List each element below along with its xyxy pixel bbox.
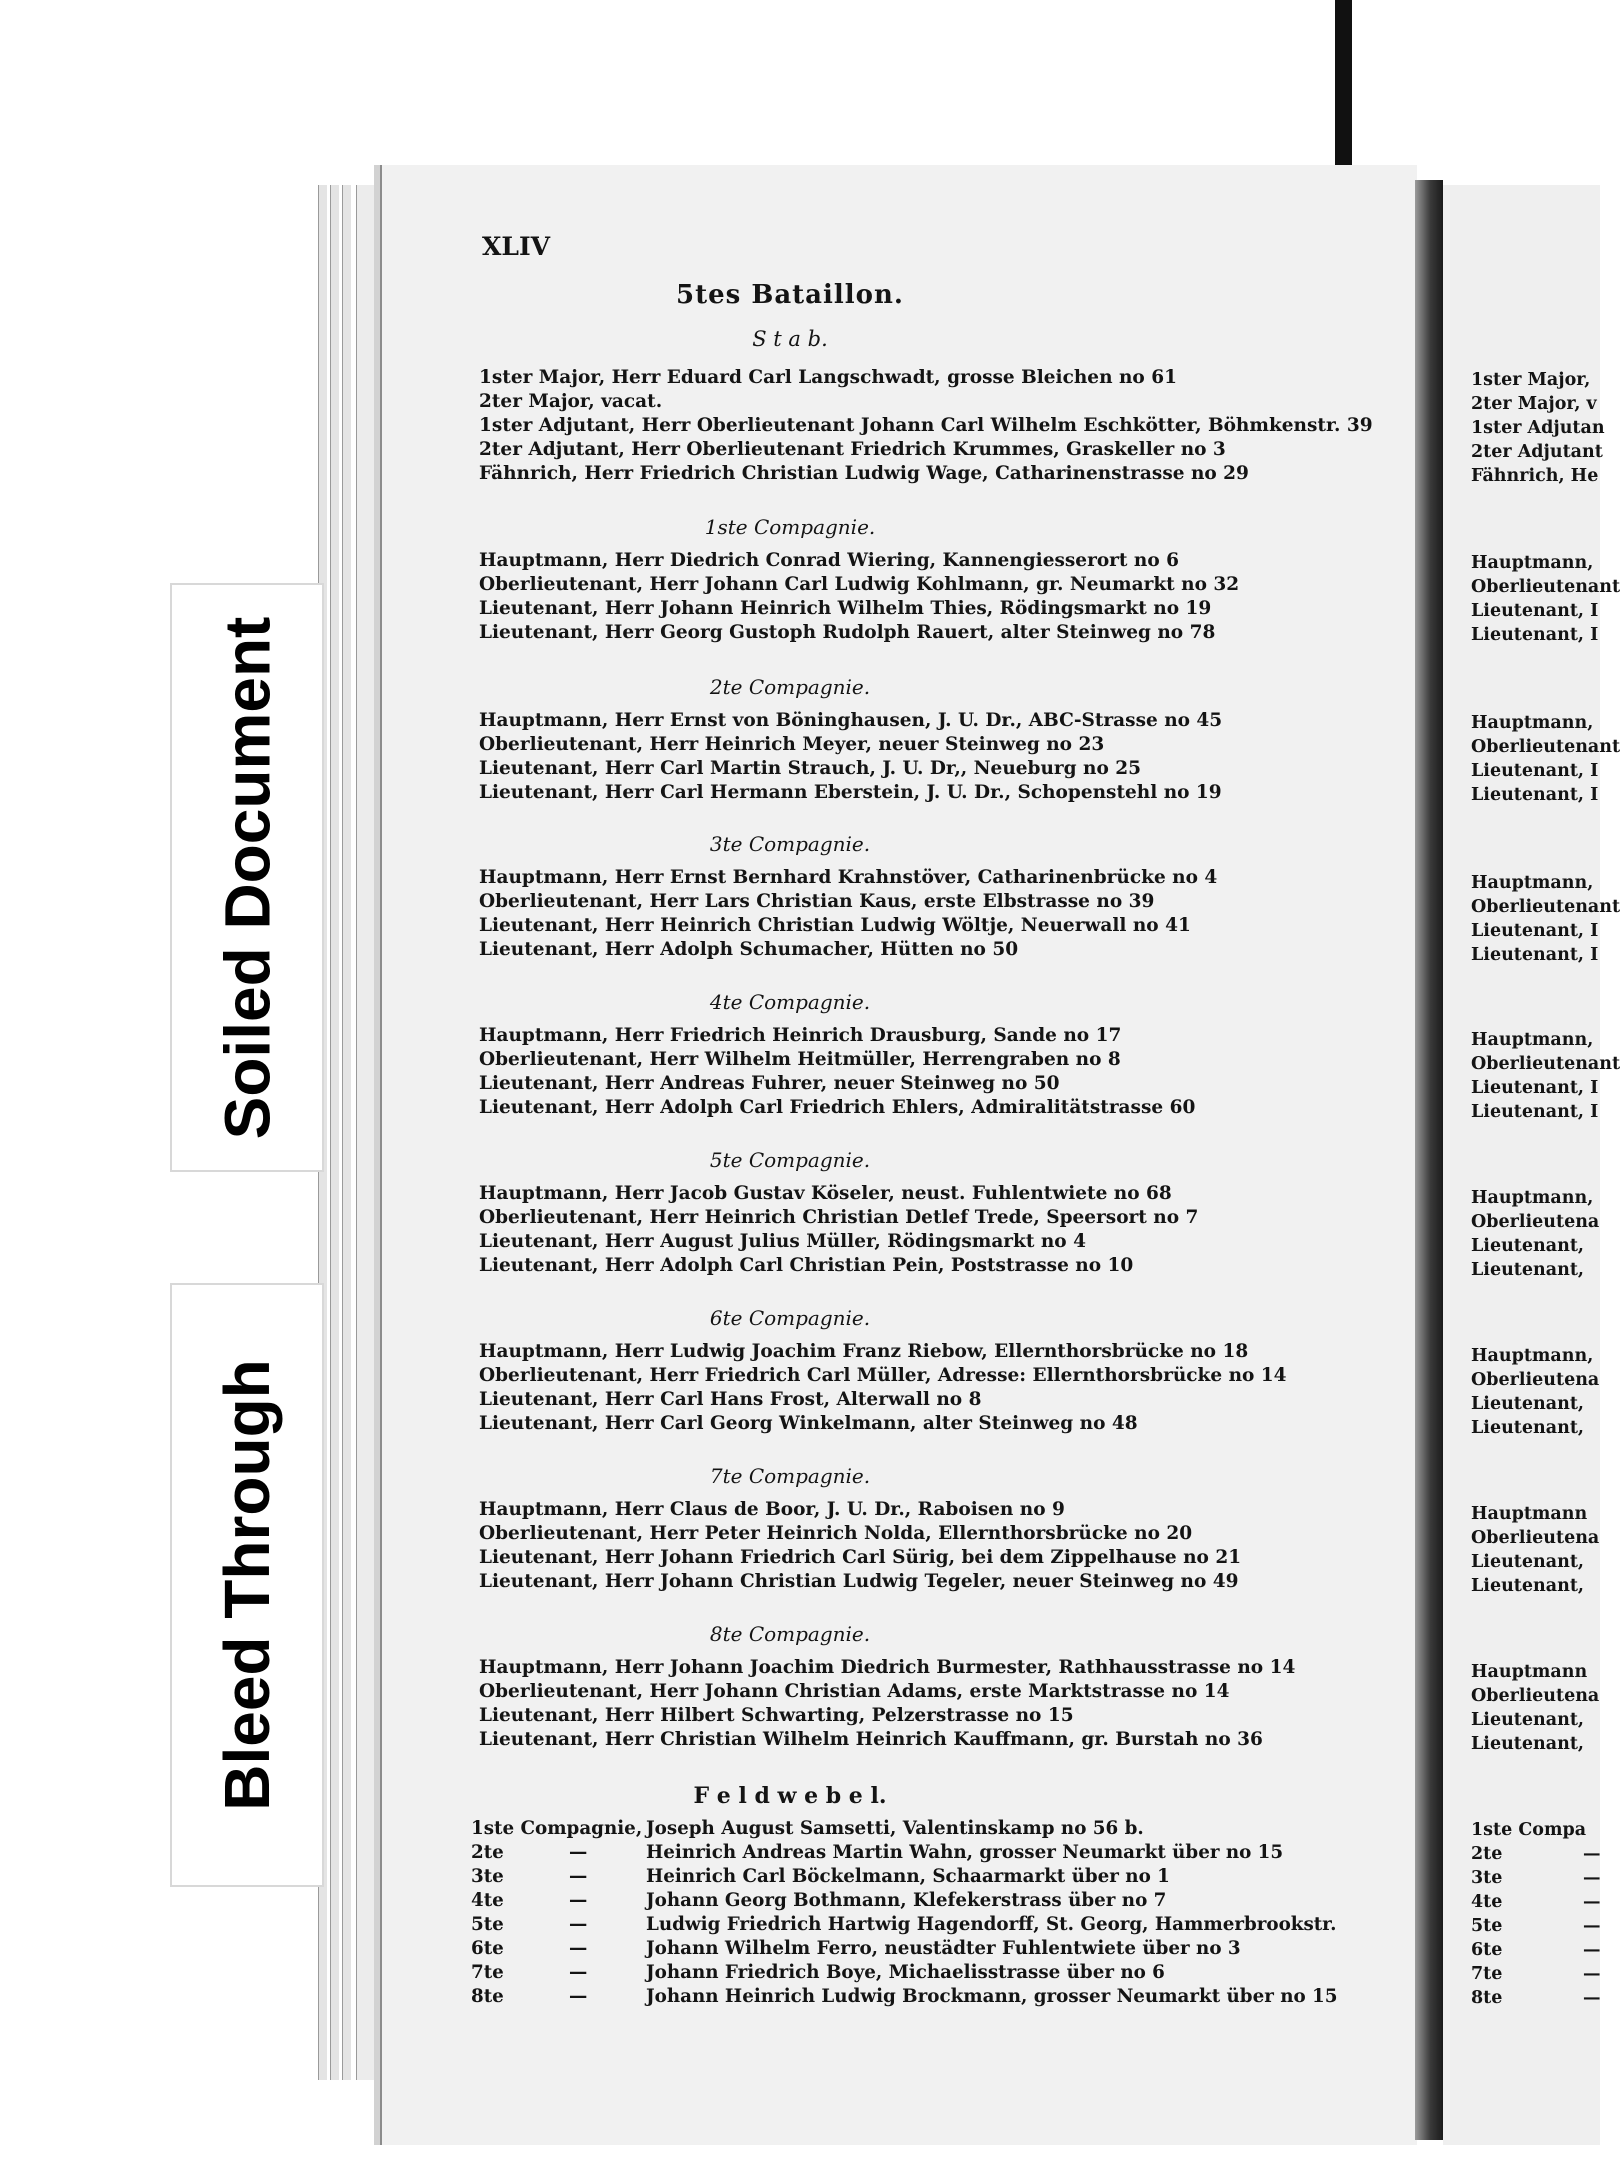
roster-line: Lieutenant, Herr Andreas Fuhrer, neuer Steinweg no 50 <box>479 1073 1060 1094</box>
ditto-dash: — <box>1583 1940 1601 1960</box>
roster-line: Lieutenant, Herr Carl Georg Winkelmann, alter Steinweg no 48 <box>479 1413 1138 1434</box>
ditto-dash: — <box>1583 1844 1601 1864</box>
feldwebel-company: 8te <box>471 1986 504 2007</box>
next-page-line: Oberlieutena <box>1471 1212 1600 1232</box>
next-page-line: Hauptmann, <box>1471 873 1594 893</box>
roster-line: Lieutenant, Herr Christian Wilhelm Heinrich Kauffmann, gr. Burstah no 36 <box>479 1729 1263 1750</box>
next-page-line: Oberlieutenant <box>1471 577 1620 597</box>
next-page-line: Hauptmann, <box>1471 713 1594 733</box>
ditto-dash: — <box>569 1938 588 1959</box>
roster-line: Lieutenant, Herr Johann Heinrich Wilhelm Thies, Rödingsmarkt no 19 <box>479 598 1212 619</box>
company-heading: 1ste Compagnie. <box>704 515 876 539</box>
ditto-dash: — <box>1583 1988 1601 2008</box>
company-heading: 5te Compagnie. <box>709 1148 871 1172</box>
next-page-line: Oberlieutenant <box>1471 737 1620 757</box>
roster-line: Lieutenant, Herr Johann Christian Ludwig Tegeler, neuer Steinweg no 49 <box>479 1571 1239 1592</box>
roster-line: Oberlieutenant, Herr Peter Heinrich Nolda, Ellernthorsbrücke no 20 <box>479 1523 1193 1544</box>
next-page-line: 3te <box>1471 1868 1503 1888</box>
next-page-line: 2ter Adjutant <box>1471 442 1603 462</box>
next-page-line: Hauptmann, <box>1471 1030 1594 1050</box>
roster-line: Oberlieutenant, Herr Wilhelm Heitmüller, Herrengraben no 8 <box>479 1049 1121 1070</box>
company-heading: 7te Compagnie. <box>709 1464 871 1488</box>
company-heading: 6te Compagnie. <box>709 1306 871 1330</box>
stab-line: 1ster Adjutant, Herr Oberlieutenant Johann Carl Wilhelm Eschkötter, Böhmkenstr. 39 <box>479 415 1373 436</box>
ditto-dash: — <box>569 1890 588 1911</box>
roster-line: Oberlieutenant, Herr Friedrich Carl Müller, Adresse: Ellernthorsbrücke no 14 <box>479 1365 1287 1386</box>
roster-line: Hauptmann, Herr Diedrich Conrad Wiering, Kannengiesserort no 6 <box>479 550 1179 571</box>
feldwebel-name: Johann Wilhelm Ferro, neustädter Fuhlentwiete über no 3 <box>646 1938 1241 1959</box>
roster-line: Lieutenant, Herr Adolph Schumacher, Hütten no 50 <box>479 939 1019 960</box>
roster-line: Lieutenant, Herr Carl Martin Strauch, J. U. Dr,, Neueburg no 25 <box>479 758 1142 779</box>
page-number: XLIV <box>482 232 551 261</box>
roster-line: Oberlieutenant, Herr Johann Carl Ludwig Kohlmann, gr. Neumarkt no 32 <box>479 574 1240 595</box>
next-page-line: Oberlieutenant <box>1471 1054 1620 1074</box>
feldwebel-company: 6te <box>471 1938 504 1959</box>
feldwebel-company: 3te <box>471 1866 504 1887</box>
feldwebel-company: 7te <box>471 1962 504 1983</box>
next-page-line: Hauptmann, <box>1471 1346 1594 1366</box>
roster-line: Hauptmann, Herr Ernst Bernhard Krahnstöver, Catharinenbrücke no 4 <box>479 867 1218 888</box>
feldwebel-company: 1ste Compagnie, <box>471 1818 643 1839</box>
page-title: 5tes Bataillon. <box>676 280 904 310</box>
scan-strip <box>1335 0 1352 175</box>
next-page-line: Fähnrich, He <box>1471 466 1599 486</box>
feldwebel-name: Joseph August Samsetti, Valentinskamp no 56 b. <box>646 1818 1144 1839</box>
next-page-line: Oberlieutena <box>1471 1528 1600 1548</box>
stab-heading: S t a b. <box>752 327 828 351</box>
roster-line: Lieutenant, Herr Hilbert Schwarting, Pelzerstrasse no 15 <box>479 1705 1074 1726</box>
feldwebel-name: Johann Georg Bothmann, Klefekerstrass über no 7 <box>646 1890 1167 1911</box>
next-page-line: 6te <box>1471 1940 1503 1960</box>
roster-line: Oberlieutenant, Herr Johann Christian Adams, erste Marktstrasse no 14 <box>479 1681 1230 1702</box>
ditto-dash: — <box>1583 1868 1601 1888</box>
next-page-line: Lieutenant, <box>1471 1734 1584 1754</box>
roster-line: Oberlieutenant, Herr Lars Christian Kaus, erste Elbstrasse no 39 <box>479 891 1155 912</box>
roster-line: Lieutenant, Herr Adolph Carl Friedrich Ehlers, Admiralitätstrasse 60 <box>479 1097 1196 1118</box>
company-heading: 2te Compagnie. <box>709 675 871 699</box>
next-page-line: Lieutenant, I <box>1471 1102 1599 1122</box>
roster-line: Lieutenant, Herr Carl Hermann Eberstein, J. U. Dr., Schopenstehl no 19 <box>479 782 1222 803</box>
feldwebel-heading: F e l d w e b e l. <box>693 1783 887 1809</box>
roster-line: Lieutenant, Herr Heinrich Christian Ludwig Wöltje, Neuerwall no 41 <box>479 915 1191 936</box>
roster-line: Oberlieutenant, Herr Heinrich Meyer, neuer Steinweg no 23 <box>479 734 1105 755</box>
next-page-line: Lieutenant, <box>1471 1260 1584 1280</box>
stab-line: 2ter Major, vacat. <box>479 391 663 412</box>
roster-line: Hauptmann, Herr Friedrich Heinrich Drausburg, Sande no 17 <box>479 1025 1122 1046</box>
next-page-line: Hauptmann, <box>1471 553 1594 573</box>
soiled-document-text: Soiled Document <box>211 616 283 1139</box>
roster-line: Oberlieutenant, Herr Heinrich Christian Detlef Trede, Speersort no 7 <box>479 1207 1199 1228</box>
roster-line: Lieutenant, Herr Carl Hans Frost, Alterwall no 8 <box>479 1389 982 1410</box>
feldwebel-name: Ludwig Friedrich Hartwig Hagendorff, St. Georg, Hammerbrookstr. <box>646 1914 1337 1935</box>
ditto-dash: — <box>1583 1916 1601 1936</box>
roster-line: Lieutenant, Herr August Julius Müller, Rödingsmarkt no 4 <box>479 1231 1086 1252</box>
next-page-line: 4te <box>1471 1892 1503 1912</box>
ditto-dash: — <box>569 1842 588 1863</box>
next-page-line: Lieutenant, <box>1471 1394 1584 1414</box>
next-page-line: 5te <box>1471 1916 1503 1936</box>
feldwebel-name: Johann Friedrich Boye, Michaelisstrasse über no 6 <box>646 1962 1165 1983</box>
feldwebel-name: Heinrich Andreas Martin Wahn, grosser Neumarkt über no 15 <box>646 1842 1284 1863</box>
ditto-dash: — <box>1583 1964 1601 1984</box>
next-page-line: Lieutenant, <box>1471 1236 1584 1256</box>
company-heading: 4te Compagnie. <box>709 990 871 1014</box>
next-page-line: Lieutenant, I <box>1471 945 1599 965</box>
next-page-line: Oberlieutenant <box>1471 897 1620 917</box>
next-page-line: Oberlieutena <box>1471 1370 1600 1390</box>
next-page-line: Hauptmann, <box>1471 1188 1594 1208</box>
next-page-line: Lieutenant, <box>1471 1418 1584 1438</box>
stab-line: 1ster Major, Herr Eduard Carl Langschwadt, grosse Bleichen no 61 <box>479 367 1177 388</box>
stab-line: Fähnrich, Herr Friedrich Christian Ludwig Wage, Catharinenstrasse no 29 <box>479 463 1249 484</box>
next-page-line: Lieutenant, I <box>1471 601 1599 621</box>
roster-line: Lieutenant, Herr Georg Gustoph Rudolph Rauert, alter Steinweg no 78 <box>479 622 1216 643</box>
next-page-line: Lieutenant, <box>1471 1552 1584 1572</box>
feldwebel-company: 2te <box>471 1842 504 1863</box>
next-page-line: 1ster Adjutan <box>1471 418 1605 438</box>
company-heading: 3te Compagnie. <box>709 832 871 856</box>
next-page-line: Lieutenant, <box>1471 1576 1584 1596</box>
bleed-through-text: Bleed Through <box>211 1359 283 1811</box>
roster-line: Hauptmann, Herr Ludwig Joachim Franz Riebow, Ellernthorsbrücke no 18 <box>479 1341 1249 1362</box>
next-page-line: 8te <box>1471 1988 1503 2008</box>
roster-line: Lieutenant, Herr Adolph Carl Christian Pein, Poststrasse no 10 <box>479 1255 1134 1276</box>
next-page-line: Hauptmann <box>1471 1662 1588 1682</box>
next-page-line: Lieutenant, <box>1471 1710 1584 1730</box>
next-page-line: Lieutenant, I <box>1471 921 1599 941</box>
feldwebel-company: 5te <box>471 1914 504 1935</box>
feldwebel-company: 4te <box>471 1890 504 1911</box>
roster-line: Lieutenant, Herr Johann Friedrich Carl Sürig, bei dem Zippelhause no 21 <box>479 1547 1242 1568</box>
ditto-dash: — <box>1583 1892 1601 1912</box>
ditto-dash: — <box>569 1866 588 1887</box>
next-page-line: Lieutenant, I <box>1471 1078 1599 1098</box>
roster-line: Hauptmann, Herr Johann Joachim Diedrich Burmester, Rathhausstrasse no 14 <box>479 1657 1296 1678</box>
stab-line: 2ter Adjutant, Herr Oberlieutenant Friedrich Krummes, Graskeller no 3 <box>479 439 1226 460</box>
next-page-line: 1ste Compa <box>1471 1820 1587 1840</box>
ditto-dash: — <box>569 1962 588 1983</box>
next-page-line: 7te <box>1471 1964 1503 1984</box>
next-page-line: 2ter Major, v <box>1471 394 1597 414</box>
ditto-dash: — <box>569 1914 588 1935</box>
next-page-line: Oberlieutena <box>1471 1686 1600 1706</box>
roster-line: Hauptmann, Herr Jacob Gustav Köseler, neust. Fuhlentwiete no 68 <box>479 1183 1172 1204</box>
next-page-line: Lieutenant, I <box>1471 761 1599 781</box>
next-page-line: Hauptmann <box>1471 1504 1588 1524</box>
next-page-line: Lieutenant, I <box>1471 625 1599 645</box>
company-heading: 8te Compagnie. <box>709 1622 871 1646</box>
next-page-line: 2te <box>1471 1844 1503 1864</box>
ditto-dash: — <box>569 1986 588 2007</box>
feldwebel-name: Heinrich Carl Böckelmann, Schaarmarkt über no 1 <box>646 1866 1170 1887</box>
roster-line: Hauptmann, Herr Claus de Boor, J. U. Dr., Raboisen no 9 <box>479 1499 1065 1520</box>
soiled-document-label <box>170 583 324 1172</box>
next-page-line: Lieutenant, I <box>1471 785 1599 805</box>
feldwebel-name: Johann Heinrich Ludwig Brockmann, grosser Neumarkt über no 15 <box>646 1986 1338 2007</box>
roster-line: Hauptmann, Herr Ernst von Böninghausen, J. U. Dr., ABC-Strasse no 45 <box>479 710 1223 731</box>
next-page-line: 1ster Major, <box>1471 370 1591 390</box>
